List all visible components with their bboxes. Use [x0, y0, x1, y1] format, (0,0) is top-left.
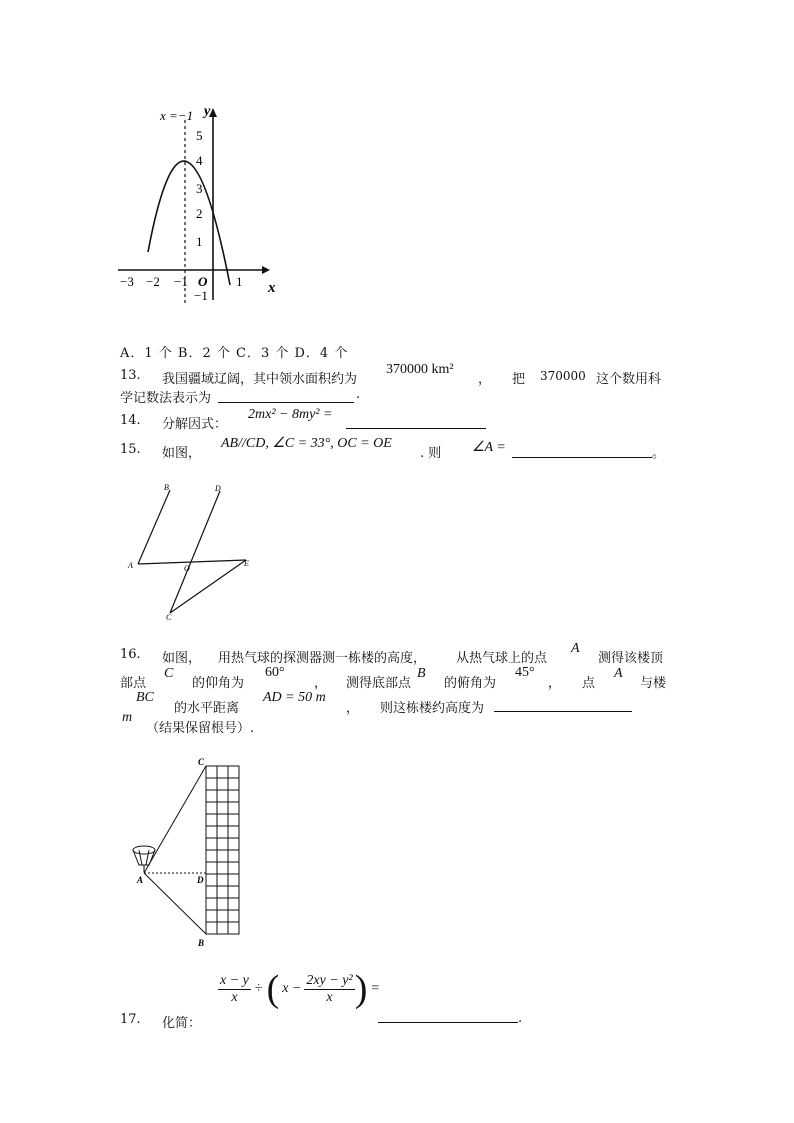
q16-l1a: 如图， — [162, 651, 202, 666]
q17-fraction-1 — [218, 973, 251, 1006]
q15-answer-blank[interactable] — [512, 457, 652, 458]
label-C: C — [198, 757, 205, 767]
q16-angle-60: 60° — [265, 665, 285, 680]
q13-end: . — [356, 387, 361, 402]
q15-expr: AB//CD, ∠C = 33°, OC = OE — [221, 436, 392, 451]
q17-frac2-num: 2xy − y² — [306, 972, 353, 988]
q17-frac2-den: x — [326, 989, 333, 1005]
building — [206, 766, 239, 934]
q15-ask: ∠A = — [472, 440, 506, 455]
q17-frac1-num: x − y — [220, 972, 249, 988]
q16-l2b: 的仰角为 — [192, 676, 245, 691]
q15-number: 15. — [120, 442, 141, 457]
y-tick-4: 4 — [196, 153, 203, 168]
q17-answer-blank[interactable] — [378, 1022, 518, 1023]
q17-end: . — [518, 1011, 523, 1026]
q13-text-a: 我国疆域辽阔，其中领水面积约为 — [162, 372, 358, 387]
label-A: A — [137, 875, 144, 885]
label-O: O — [184, 564, 190, 573]
q15-figure — [122, 478, 262, 623]
q17-fraction-2 — [304, 973, 354, 1006]
q17-eq: = — [371, 981, 380, 996]
q16-l1d: 测得该楼顶 — [598, 651, 664, 666]
q16-unit-m: m — [122, 710, 133, 725]
segment-CD — [170, 491, 220, 613]
q16-number: 16. — [120, 647, 141, 662]
segment-AB — [138, 490, 170, 564]
label-D: D — [197, 875, 204, 885]
q13-number: 13. — [120, 368, 141, 383]
x-axis-label: x — [268, 280, 276, 296]
x-tick-1: 1 — [236, 274, 243, 289]
line-AC — [144, 766, 206, 873]
q16-l1b: 用热气球的探测器测一栋楼的高度， — [218, 651, 427, 666]
q16-point-B: B — [417, 666, 426, 681]
y-axis-label: y — [204, 104, 211, 119]
q13-area: 370000 km² — [386, 362, 454, 377]
parabola-curve — [148, 161, 230, 285]
q16-answer-blank[interactable] — [494, 711, 632, 712]
q16-l4: （结果保留根号）. — [146, 721, 255, 736]
x-tick-neg1: −1 — [174, 274, 188, 289]
y-tick-neg1: −1 — [194, 288, 208, 303]
q15-end: 。 — [652, 446, 666, 461]
q17-expression — [218, 970, 379, 1008]
y-tick-1: 1 — [196, 234, 203, 249]
q14-answer-blank[interactable] — [346, 428, 486, 429]
q16-point-C: C — [164, 666, 174, 681]
label-B: B — [164, 483, 169, 492]
q16-l2g: 点 — [582, 676, 596, 691]
label-E: E — [244, 559, 249, 568]
q13-value: 370000 — [540, 369, 586, 383]
q14-expr: 2mx² − 8my² = — [248, 407, 333, 422]
x-tick-neg2: −2 — [146, 274, 160, 289]
q16-l3a: 的水平距离 — [174, 701, 240, 716]
q16-distance-AD: AD = 50 m — [263, 690, 326, 705]
q15-text: 如图， — [162, 446, 202, 461]
y-tick-3: 3 — [196, 181, 203, 196]
q16-point-A1: A — [571, 641, 580, 656]
q17-div: ÷ — [254, 981, 263, 996]
origin-label: O — [198, 274, 208, 289]
q16-figure — [120, 752, 250, 952]
q16-point-A2: A — [614, 666, 623, 681]
q16-l2d: 测得底部点 — [346, 676, 412, 691]
q17-paren-open: ( — [266, 968, 280, 1010]
q13-answer-blank[interactable] — [218, 402, 354, 403]
q16-l2h: 与楼 — [640, 676, 667, 691]
q16-l2c: ， — [314, 676, 328, 691]
q13-comma: ， — [478, 372, 492, 387]
label-C: C — [166, 613, 172, 622]
q16-l3b: ， — [346, 701, 360, 716]
q17-text: 化简： — [162, 1016, 202, 1031]
q13-text-c: 这个数用科 — [596, 372, 662, 387]
x-axis-arrow — [262, 266, 270, 274]
q15-then: . 则 — [420, 446, 442, 461]
q16-l2f: ， — [548, 676, 562, 691]
line-label: x =−1 — [160, 108, 194, 123]
q17-inner-x: x − — [282, 981, 302, 996]
q17-frac1-den: x — [231, 989, 238, 1005]
label-D: D — [215, 484, 221, 493]
x-tick-neg3: −3 — [120, 274, 134, 289]
q13-text-d: 学记数法表示为 — [120, 391, 212, 406]
q17-number: 17. — [120, 1012, 141, 1027]
y-tick-5: 5 — [196, 128, 203, 143]
q16-l1c: 从热气球上的点 — [456, 651, 548, 666]
q14-text: 分解因式： — [162, 417, 228, 432]
q14-number: 14. — [120, 413, 141, 428]
q13-text-b: 把 — [512, 372, 526, 387]
q16-segment-BC: BC — [136, 690, 154, 705]
parabola-graph — [110, 100, 290, 310]
q16-l2a: 部点 — [120, 676, 147, 691]
label-B: B — [198, 938, 205, 948]
q12-options: A．1 个 B．2 个 C．3 个 D．4 个 — [120, 346, 349, 361]
label-A: A — [128, 561, 133, 570]
y-tick-2: 2 — [196, 206, 203, 221]
q16-l2e: 的俯角为 — [444, 676, 497, 691]
q16-l3c: 则这栋楼约高度为 — [380, 701, 485, 716]
q16-angle-45: 45° — [515, 665, 535, 680]
q17-paren-close: ) — [354, 968, 368, 1010]
